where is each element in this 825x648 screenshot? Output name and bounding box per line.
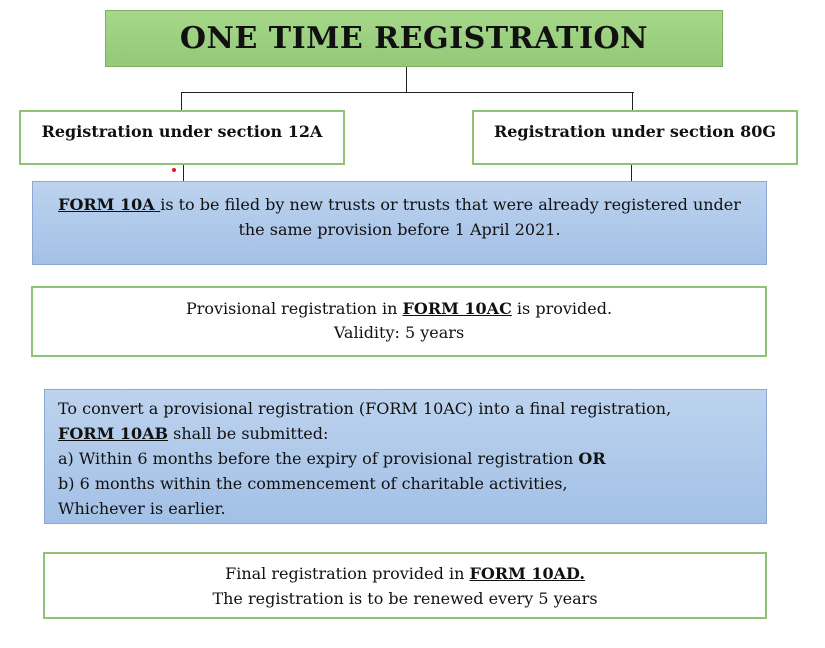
form-10ac-validity: Validity: 5 years — [333, 323, 465, 342]
diagram-title — [105, 10, 723, 67]
form-10a-box — [32, 181, 767, 265]
connector-right-down — [632, 92, 633, 110]
form-10ad-label: FORM 10AD. — [469, 564, 585, 583]
form-10a-text: is to be filed by new trusts or trusts that were already registered under the same provision before 1 April 2021. — [160, 195, 741, 239]
connector-horizontal — [181, 92, 634, 93]
form-10ac-label: FORM 10AC — [402, 299, 512, 318]
form-10ad-prefix: Final registration provided in — [225, 564, 470, 583]
form-10ab-line2 — [58, 421, 754, 446]
connector-80g-down — [631, 165, 632, 181]
form-10ac-line1 — [33, 297, 765, 321]
form-10ab-line1: To convert a provisional registration (FORM 10AC) into a final registration, — [58, 399, 672, 418]
form-10ac-box — [31, 286, 767, 357]
form-10ad-box — [43, 552, 767, 619]
form-10ac-suffix: is provided. — [511, 299, 613, 318]
connector-title-down — [406, 67, 407, 92]
connector-12a-down — [183, 165, 184, 181]
form-10ab-option-a: a) Within 6 months before the expiry of provisional registration — [58, 449, 579, 468]
form-10ad-renewal: The registration is to be renewed every 5 years — [212, 589, 598, 608]
section-80g-label: Registration under section 80G — [493, 122, 777, 141]
form-10ab-line3 — [58, 446, 754, 471]
form-10ab-line5: Whichever is earlier. — [58, 499, 226, 518]
section-12a-box — [19, 110, 345, 165]
red-dot-marker — [172, 168, 176, 172]
form-10ac-prefix: Provisional registration in — [185, 299, 403, 318]
form-10ab-line2-suffix: shall be submitted: — [168, 424, 329, 443]
section-12a-label: Registration under section 12A — [41, 122, 323, 141]
form-10a-label: FORM 10A — [58, 195, 161, 214]
connector-left-down — [181, 92, 182, 110]
form-10ab-option-b: b) 6 months within the commencement of charitable activities, — [58, 474, 568, 493]
section-80g-box — [472, 110, 798, 165]
form-10ab-box — [44, 389, 767, 524]
form-10ad-line1 — [45, 561, 765, 586]
form-10ab-or: OR — [578, 449, 606, 468]
form-10ab-label: FORM 10AB — [58, 424, 169, 443]
diagram-title-text: ONE TIME REGISTRATION — [179, 21, 649, 56]
